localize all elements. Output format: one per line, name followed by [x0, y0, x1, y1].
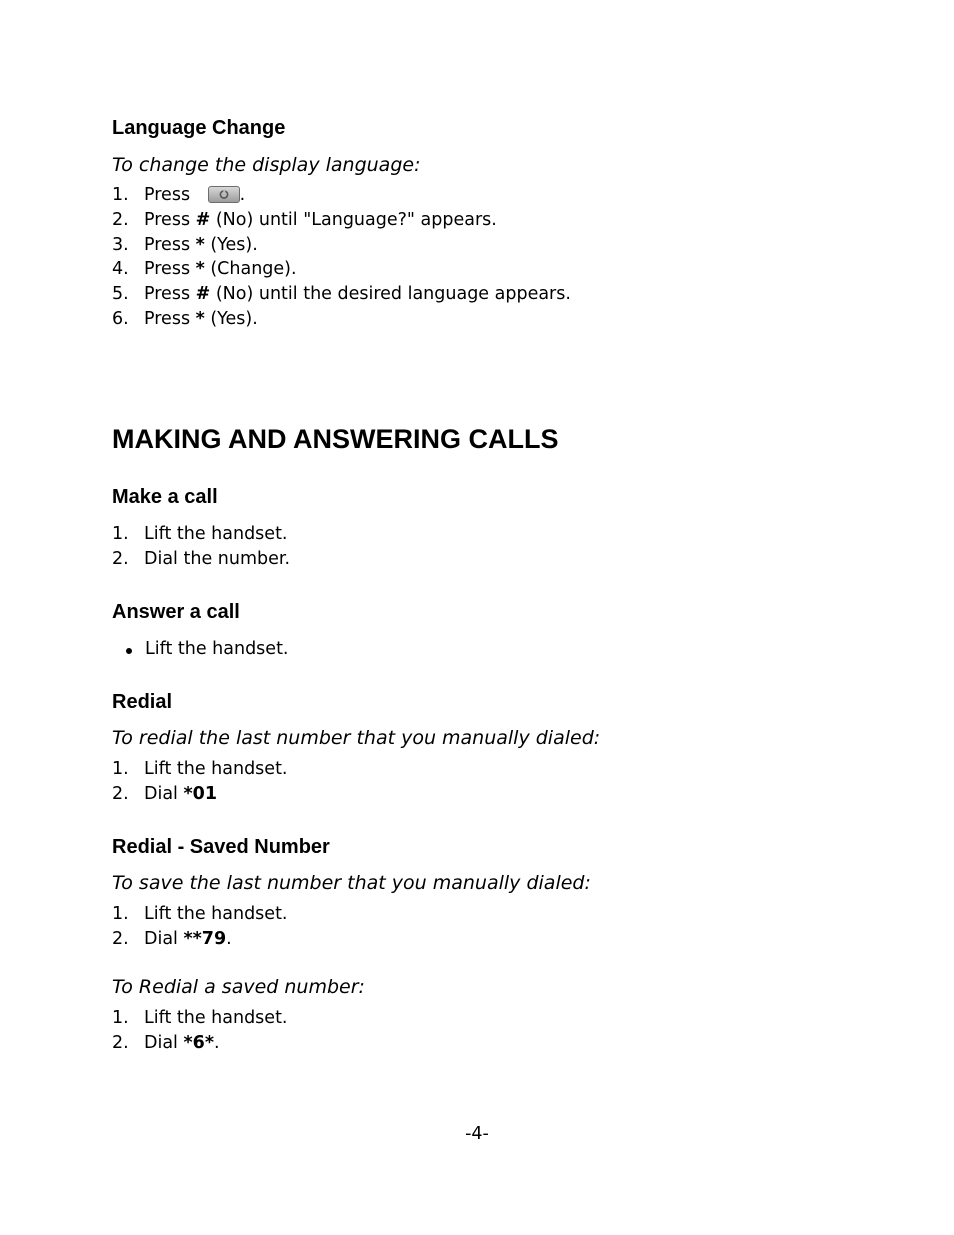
list-item [112, 637, 289, 662]
redial-steps [112, 757, 288, 807]
step-number: 1. [112, 524, 129, 544]
key-symbol: * [195, 308, 205, 329]
step-text: Press [144, 185, 196, 205]
step-number: 1. [112, 185, 129, 205]
redial-heading: Redial [112, 691, 173, 713]
list-item [112, 927, 288, 952]
list-item [112, 547, 290, 572]
answer-call-heading: Answer a call [112, 601, 240, 623]
redial-intro: To redial the last number that you manually dialed: [112, 727, 601, 749]
step-number: 1. [112, 1008, 129, 1028]
list-item [112, 183, 571, 208]
list-item [112, 282, 571, 307]
key-symbol: * [195, 234, 205, 255]
step-text-end: (Change). [204, 259, 297, 280]
redial-saved-steps-2 [112, 1006, 288, 1056]
step-text: Press [144, 284, 196, 305]
redial-saved-intro: To save the last number that you manually dialed: [112, 872, 591, 894]
list-item [112, 257, 571, 282]
redial-saved-heading: Redial - Saved Number [112, 836, 330, 858]
bullet-text: Lift the handset. [145, 639, 289, 659]
language-change-intro: To change the display language: [112, 154, 421, 176]
step-number: 3. [112, 234, 129, 255]
step-number: 1. [112, 904, 129, 924]
step-text: Lift the handset. [144, 759, 288, 779]
step-number: 2. [112, 783, 129, 804]
list-item [112, 233, 571, 258]
step-text-end: . [213, 1032, 220, 1053]
page-number: -4- [465, 1124, 489, 1144]
key-symbol: # [195, 209, 211, 230]
make-call-heading: Make a call [112, 486, 218, 508]
step-text: Lift the handset. [144, 1008, 288, 1028]
step-text: Press [144, 234, 196, 255]
step-number: 2. [112, 1032, 129, 1053]
step-text-end: . [226, 928, 232, 949]
key-symbol: * [195, 259, 205, 280]
step-number: 2. [112, 209, 129, 230]
step-text: Lift the handset. [144, 524, 288, 544]
step-number: 5. [112, 284, 129, 305]
step-text: Lift the handset. [144, 904, 288, 924]
list-item [112, 522, 290, 547]
list-item [112, 208, 571, 233]
step-number: 1. [112, 759, 129, 779]
step-text-end: (Yes). [204, 308, 258, 329]
step-number: 6. [112, 308, 129, 329]
step-text: Dial [144, 928, 184, 949]
bullet-icon [126, 648, 132, 654]
answer-call-bullets [112, 637, 289, 662]
dial-code: *6* [183, 1032, 214, 1053]
list-item [112, 782, 288, 807]
step-text-end: (Yes). [204, 234, 258, 255]
step-text: Dial [144, 783, 184, 804]
dial-code: **79 [183, 928, 227, 949]
step-text: Press [144, 308, 196, 329]
language-change-heading: Language Change [112, 117, 286, 139]
step-text: Press [144, 209, 196, 230]
step-text-end: (No) until the desired language appears. [210, 284, 571, 305]
redial-saved-steps [112, 902, 288, 952]
language-change-steps [112, 183, 571, 332]
list-item [112, 307, 571, 332]
feature-key-icon [208, 186, 240, 203]
step-text: Press [144, 259, 196, 280]
redial-saved-intro-2: To Redial a saved number: [112, 976, 365, 998]
list-item [112, 1031, 288, 1056]
step-text-end: (No) until "Language?" appears. [210, 209, 497, 230]
step-number: 2. [112, 548, 129, 569]
section-title: MAKING AND ANSWERING CALLS [112, 424, 559, 454]
make-call-steps [112, 522, 290, 572]
list-item [112, 1006, 288, 1031]
step-number: 2. [112, 928, 129, 949]
list-item [112, 902, 288, 927]
step-text: Dial [144, 1032, 184, 1053]
list-item [112, 757, 288, 782]
dial-code: *01 [183, 783, 218, 804]
key-symbol: # [195, 284, 211, 305]
step-text: Dial the number. [144, 548, 291, 569]
step-number: 4. [112, 259, 129, 280]
step-text-end: . [239, 185, 246, 205]
